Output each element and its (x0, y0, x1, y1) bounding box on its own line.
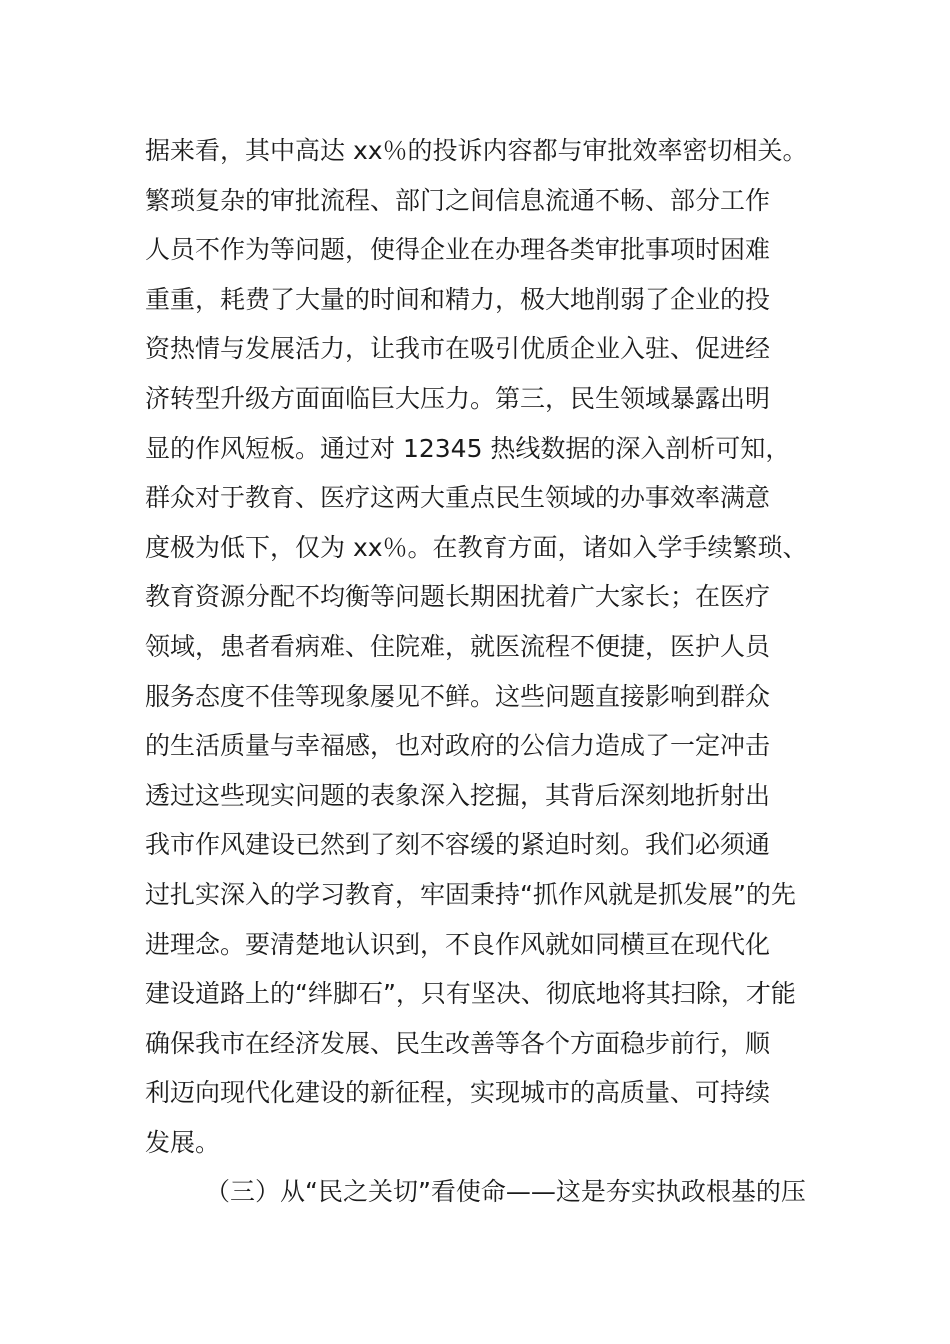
text-line: 教育资源分配不均衡等问题长期困扰着广大家长；在医疗 (145, 582, 771, 612)
body-text (145, 126, 825, 1217)
text-line: 显的作风短板。通过对 12345 热线数据的深入剖析可知， (145, 433, 791, 463)
text-line: 重重，耗费了大量的时间和精力，极大地削弱了企业的投 (145, 284, 771, 314)
text-line: 透过这些现实问题的表象深入挖掘，其背后深刻地折射出 (145, 780, 771, 810)
text-line: 资热情与发展活力，让我市在吸引优质企业入驻、促进经 (145, 334, 771, 364)
text-line: 的生活质量与幸福感，也对政府的公信力造成了一定冲击 (145, 731, 771, 761)
text-line: 群众对于教育、医疗这两大重点民生领域的办事效率满意 (145, 483, 771, 513)
text-line: 济转型升级方面面临巨大压力。第三，民生领域暴露出明 (145, 383, 771, 413)
text-line: 服务态度不佳等现象屡见不鲜。这些问题直接影响到群众 (145, 681, 771, 711)
text-line: 利迈向现代化建设的新征程，实现城市的高质量、可持续 (145, 1078, 771, 1108)
text-line: 建设道路上的“绊脚石”，只有坚决、彻底地将其扫除，才能 (145, 979, 796, 1009)
text-line: 确保我市在经济发展、民生改善等各个方面稳步前行，顺 (145, 1028, 771, 1058)
text-line: 繁琐复杂的审批流程、部门之间信息流通不畅、部分工作 (145, 185, 771, 215)
section-heading: （三）从“民之关切”看使命——这是夯实执政根基的压 (205, 1177, 806, 1207)
text-line: 度极为低下，仅为 xx％。在教育方面，诸如入学手续繁琐、 (145, 532, 808, 562)
text-line: 人员不作为等问题，使得企业在办理各类审批事项时困难 (145, 235, 771, 265)
text-line: 发展。 (145, 1127, 221, 1157)
text-line: 过扎实深入的学习教育，牢固秉持“抓作风就是抓发展”的先 (145, 879, 796, 909)
text-line: 我市作风建设已然到了刻不容缓的紧迫时刻。我们必须通 (145, 830, 771, 860)
text-line: 进理念。要清楚地认识到，不良作风就如同横亘在现代化 (145, 929, 771, 959)
text-line: 据来看，其中高达 xx％的投诉内容都与审批效率密切相关。 (145, 136, 808, 165)
text-line: 领域，患者看病难、住院难，就医流程不便捷，医护人员 (145, 631, 771, 661)
